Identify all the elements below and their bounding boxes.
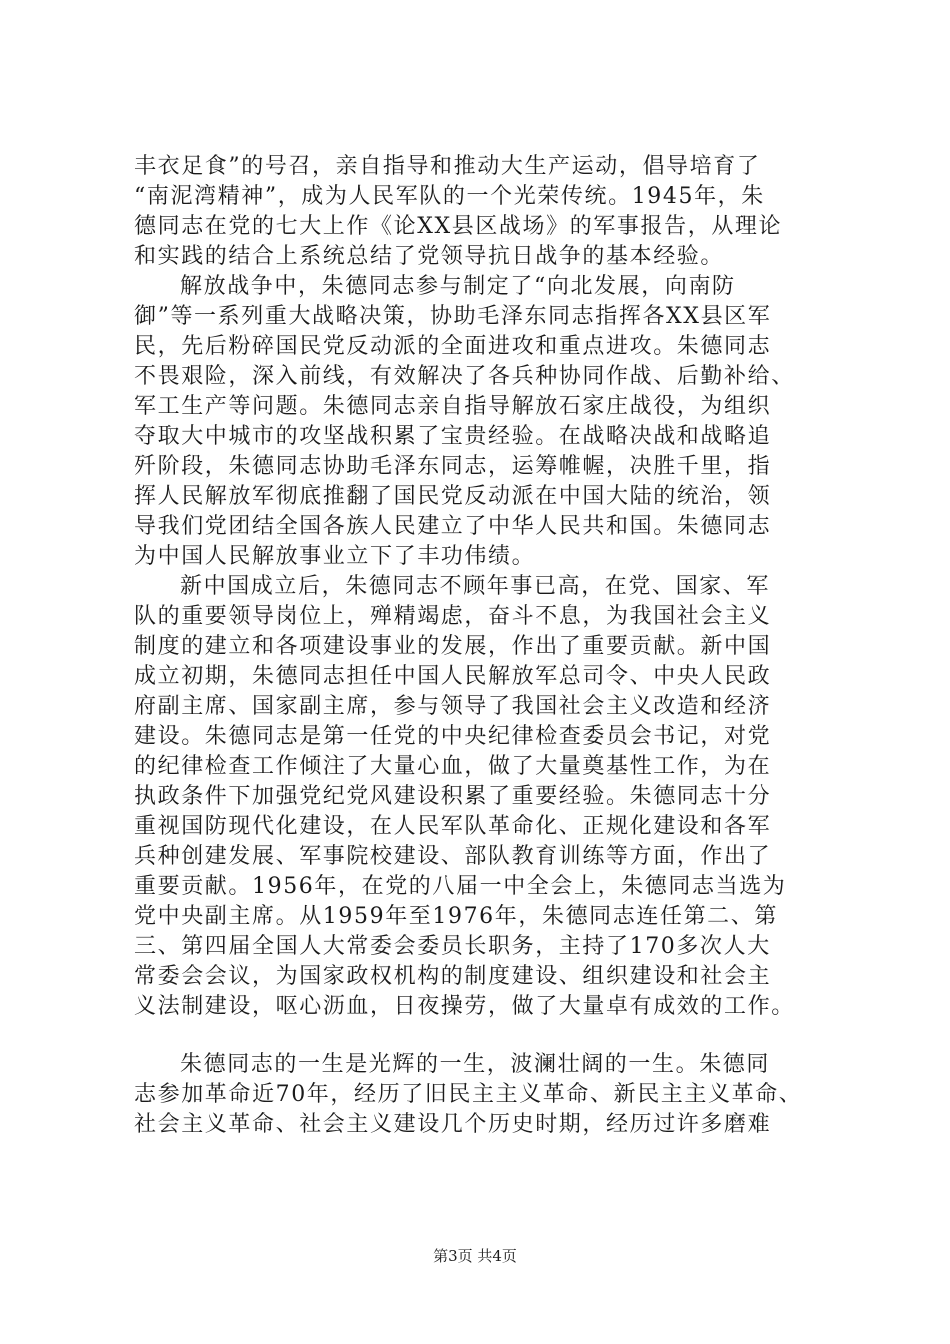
page-footer: 第3页 共4页 [433, 1247, 517, 1265]
paragraph-block [134, 152, 834, 1022]
text-line: 成立初期，朱德同志担任中国人民解放军总司令、中央人民政 [134, 664, 772, 689]
text-line: 挥人民解放军彻底推翻了国民党反动派在中国大陆的统治，领 [134, 484, 772, 509]
text-line: 府副主席、国家副主席，参与领导了我国社会主义改造和经济 [134, 694, 772, 719]
text-line: 制度的建立和各项建设事业的发展，作出了重要贡献。新中国 [134, 634, 772, 659]
text-line: 建设。朱德同志是第一任党的中央纪律检查委员会书记，对党 [134, 724, 772, 749]
paragraph-block-after-gap [134, 1050, 834, 1140]
text-line: 三、第四届全国人大常委会委员长职务，主持了170多次人大 [134, 934, 771, 959]
text-line: 的纪律检查工作倾注了大量心血，做了大量奠基性工作，为在 [134, 754, 772, 779]
text-line: 德同志在党的七大上作《论XX县区战场》的军事报告，从理论 [134, 214, 783, 239]
text-line: 重要贡献。1956年，在党的八届一中全会上，朱德同志当选为 [134, 874, 787, 899]
text-line: 民，先后粉碎国民党反动派的全面进攻和重点进攻。朱德同志 [134, 334, 772, 359]
text-line: 御”等一系列重大战略决策，协助毛泽东同志指挥各XX县区军 [134, 304, 772, 329]
text-line: 朱德同志的一生是光辉的一生，波澜壮阔的一生。朱德同 [180, 1052, 771, 1077]
text-line: 丰衣足食”的号召，亲自指导和推动大生产运动，倡导培育了 [134, 154, 761, 179]
document-body [134, 152, 834, 1140]
text-line: 重视国防现代化建设，在人民军队革命化、正规化建设和各军 [134, 814, 772, 839]
text-line: 兵种创建发展、军事院校建设、部队教育训练等方面，作出了 [134, 844, 772, 869]
text-line: 和实践的结合上系统总结了党领导抗日战争的基本经验。 [134, 244, 725, 269]
text-line: 党中央副主席。从1959年至1976年，朱德同志连任第二、第 [134, 904, 778, 929]
text-line: 不畏艰险，深入前线，有效解决了各兵种协同作战、后勤补给、 [134, 364, 795, 389]
text-line: 为中国人民解放事业立下了丰功伟绩。 [134, 544, 536, 569]
text-line: 新中国成立后，朱德同志不顾年事已高，在党、国家、军 [180, 574, 771, 599]
text-line: 军工生产等问题。朱德同志亲自指导解放石家庄战役，为组织 [134, 394, 772, 419]
paragraph-gap [134, 1022, 834, 1050]
text-line: 导我们党团结全国各族人民建立了中华人民共和国。朱德同志 [134, 514, 772, 539]
text-line: 歼阶段，朱德同志协助毛泽东同志，运筹帷幄，决胜千里，指 [134, 454, 772, 479]
text-line: 解放战争中，朱德同志参与制定了“向北发展，向南防 [180, 274, 736, 299]
text-line: 夺取大中城市的攻坚战积累了宝贵经验。在战略决战和战略追 [134, 424, 772, 449]
text-line: 常委会会议，为国家政权机构的制度建设、组织建设和社会主 [134, 964, 772, 989]
text-line: 执政条件下加强党纪党风建设积累了重要经验。朱德同志十分 [134, 784, 772, 809]
text-line: 义法制建设，呕心沥血，日夜操劳，做了大量卓有成效的工作。 [134, 994, 795, 1019]
text-line: 队的重要领导岗位上，殚精竭虑，奋斗不息，为我国社会主义 [134, 604, 772, 629]
text-line: 社会主义革命、社会主义建设几个历史时期，经历过许多磨难 [134, 1112, 772, 1137]
text-line: 志参加革命近70年，经历了旧民主主义革命、新民主主义革命、 [134, 1082, 803, 1107]
text-line: “南泥湾精神”，成为人民军队的一个光荣传统。1945年，朱 [134, 184, 765, 209]
